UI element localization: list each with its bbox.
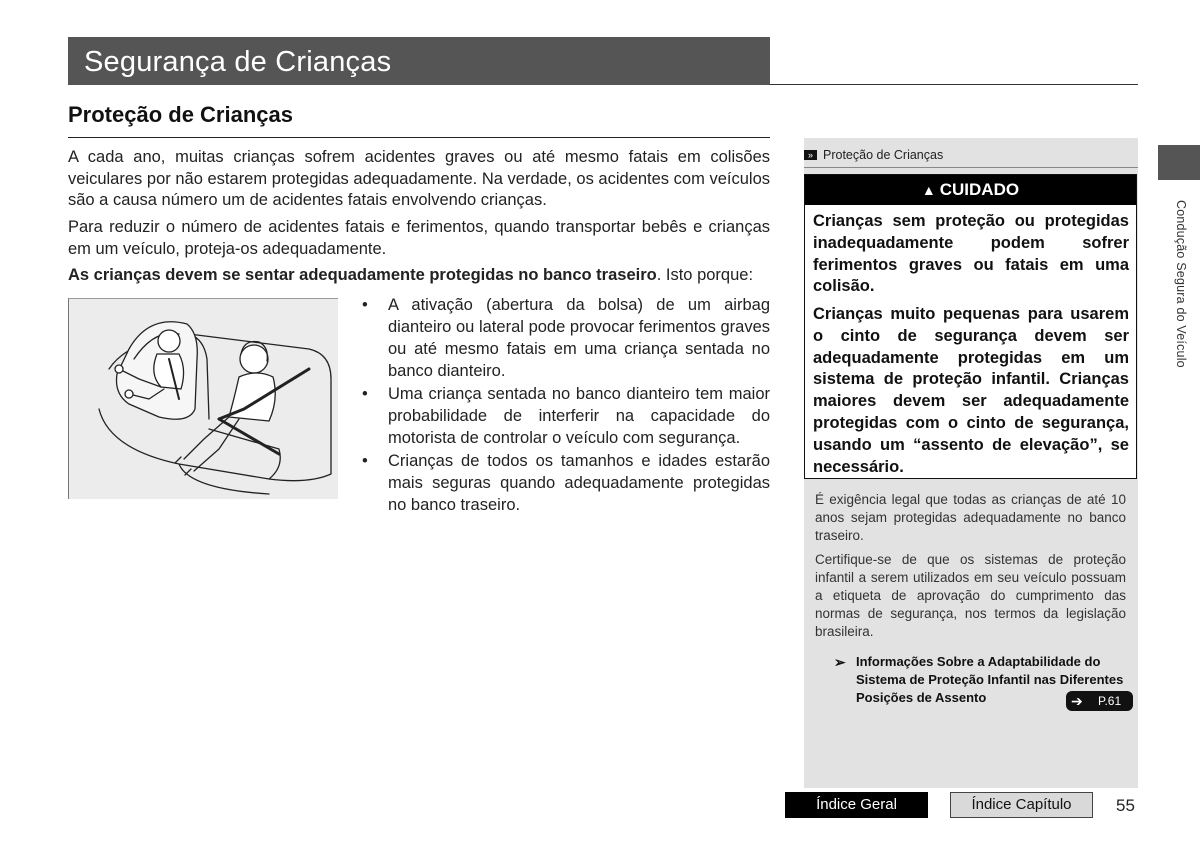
certification-note: Certifique-se de que os sistemas de proteção infantil a serem utilizados em seu veículo possuam a etiqueta de aprovação do cumprimento das normas de segurança, nos termos da legislação brasileira.: [815, 552, 1126, 639]
rear-seat-paragraph-rest: . Isto porque:: [656, 266, 754, 284]
caution-header: [805, 175, 1136, 205]
warning-triangle-icon: ▲: [921, 182, 936, 198]
rear-seat-paragraph: [68, 265, 770, 287]
banner-rule: [770, 84, 1138, 85]
page-reference: P.61: [1098, 694, 1122, 708]
list-item-text: A ativação (abertura da bolsa) de um airbag dianteiro ou lateral pode provocar ferimentos graves ou até mesmo fatais em uma criança sentada no banco dianteiro.: [388, 296, 770, 380]
list-item-text: Crianças de todos os tamanhos e idades estarão mais seguras quando adequadamente protegidas no banco traseiro.: [388, 452, 770, 514]
section-title: Proteção de Crianças: [68, 102, 293, 127]
list-item: [360, 450, 770, 516]
list-item-text: Uma criança sentada no banco dianteiro tem maior probabilidade de interferir na capacidade do motorista de controlar o veículo com segurança.: [388, 385, 770, 447]
list-item: [360, 294, 770, 382]
bullet-marker: •: [362, 452, 368, 470]
intro-paragraph: A cada ano, muitas crianças sofrem acidentes graves ou até mesmo fatais em colisões veiculares por não estarem protegidas adequadamente. Na verdade, os acidentes com veículos são a causa número um de acidentes fatais envolvendo crianças.: [68, 148, 770, 209]
list-item: [360, 383, 770, 449]
page-reference-badge[interactable]: [1066, 691, 1133, 711]
chapter-banner: [68, 37, 770, 85]
page-number: 55: [1116, 796, 1135, 815]
chapter-edge-tab: [1158, 145, 1200, 180]
sidebar-heading-rule: [804, 167, 1138, 168]
caution-title: CUIDADO: [939, 180, 1020, 199]
reference-arrow-icon: ➢: [834, 654, 846, 670]
sidebar-heading: [804, 148, 1138, 162]
chapter-edge-label: Condução Segura do Veículo: [1174, 200, 1188, 368]
section-divider: [68, 137, 770, 138]
legal-note: É exigência legal que todas as crianças de até 10 anos sejam protegidas adequadamente no banco traseiro.: [815, 492, 1126, 543]
rear-seat-emphasis: As crianças devem se sentar adequadamente protegidas no banco traseiro: [68, 266, 657, 284]
chapter-title: Segurança de Crianças: [84, 46, 392, 78]
arrow-right-icon: ➔: [1071, 693, 1083, 709]
bullet-marker: •: [362, 296, 368, 314]
sidebar-heading-text: Proteção de Crianças: [823, 148, 944, 162]
bullet-marker: •: [362, 385, 368, 403]
general-index-button[interactable]: Índice Geral: [785, 792, 928, 818]
double-chevron-icon: »: [804, 150, 817, 160]
rear-seat-children-drawing: [69, 299, 338, 499]
child-seat-illustration: [68, 298, 338, 499]
protection-paragraph: Para reduzir o número de acidentes fatais e ferimentos, quando transportar bebês e crianças em um veículo, proteja-os adequadamente.: [68, 218, 770, 258]
caution-paragraph: Crianças sem proteção ou protegidas inadequadamente podem sofrer ferimentos graves ou fatais em uma colisão.: [813, 212, 1129, 296]
reasons-list: [360, 294, 770, 517]
caution-paragraph: Crianças muito pequenas para usarem o cinto de segurança devem ser adequadamente protegidas em um sistema de proteção infantil. Crianças maiores devem ser adequadamente protegidas com o cinto de segurança, usando um “assento de elevação”, se necessário.: [813, 305, 1129, 476]
chapter-index-button[interactable]: Índice Capítulo: [950, 792, 1093, 818]
reference-text: Informações Sobre a Adaptabilidade do Sistema de Proteção Infantil nas Diferentes Posições de Assento: [856, 654, 1124, 705]
